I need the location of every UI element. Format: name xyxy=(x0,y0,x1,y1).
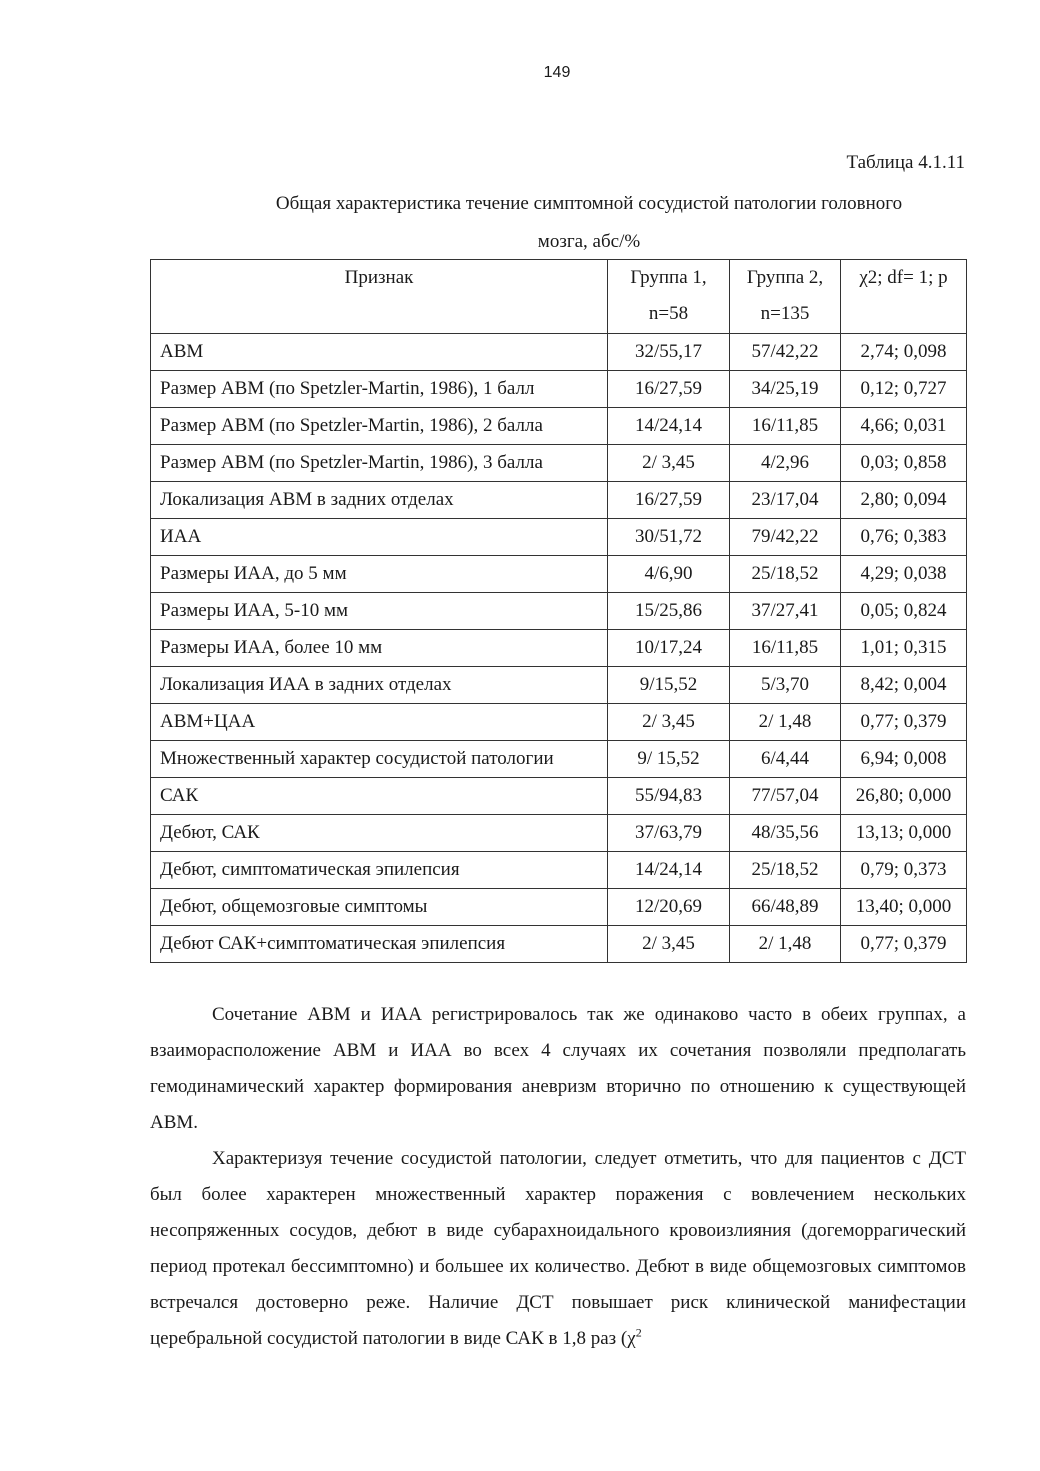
cell-stat: 0,03; 0,858 xyxy=(841,445,967,482)
table-body xyxy=(151,334,967,963)
table-row xyxy=(151,334,967,371)
table-row xyxy=(151,889,967,926)
cell-stat: 0,79; 0,373 xyxy=(841,852,967,889)
cell-feature: САК xyxy=(151,778,608,815)
cell-group-2: 77/57,04 xyxy=(730,778,841,815)
header-group-2 xyxy=(730,260,841,334)
table-row xyxy=(151,815,967,852)
header-stat: χ2; df= 1; p xyxy=(841,260,967,334)
table-label: Таблица 4.1.11 xyxy=(846,152,965,173)
cell-group-2: 34/25,19 xyxy=(730,371,841,408)
cell-group-1: 12/20,69 xyxy=(608,889,730,926)
cell-group-1: 32/55,17 xyxy=(608,334,730,371)
table-row xyxy=(151,926,967,963)
cell-group-1: 4/6,90 xyxy=(608,556,730,593)
cell-stat: 13,40; 0,000 xyxy=(841,889,967,926)
header-feature: Признак xyxy=(151,260,608,334)
table-row xyxy=(151,704,967,741)
table-row xyxy=(151,519,967,556)
table-row xyxy=(151,778,967,815)
cell-stat: 0,77; 0,379 xyxy=(841,926,967,963)
table-header-row xyxy=(151,260,967,334)
caption-line-1: Общая характеристика течение симптомной сосудистой патологии головного xyxy=(275,193,903,214)
cell-group-1: 14/24,14 xyxy=(608,408,730,445)
cell-group-1: 2/ 3,45 xyxy=(608,445,730,482)
cell-stat: 0,05; 0,824 xyxy=(841,593,967,630)
caption-line-2: мозга, абс/% xyxy=(537,231,641,252)
cell-group-2: 37/27,41 xyxy=(730,593,841,630)
cell-group-1: 30/51,72 xyxy=(608,519,730,556)
cell-group-1: 2/ 3,45 xyxy=(608,926,730,963)
cell-stat: 2,74; 0,098 xyxy=(841,334,967,371)
table-row xyxy=(151,482,967,519)
cell-group-2: 48/35,56 xyxy=(730,815,841,852)
cell-group-2: 57/42,22 xyxy=(730,334,841,371)
cell-feature: Размеры ИАА, более 10 мм xyxy=(151,630,608,667)
cell-stat: 2,80; 0,094 xyxy=(841,482,967,519)
cell-group-2: 4/2,96 xyxy=(730,445,841,482)
paragraph-2-text: Характеризуя течение сосудистой патологии, следует отметить, что для пациентов с ДСТ был более характерен множественный характер поражения с вовлечением нескольких несопряженных сосудов, дебют в виде субарахноидального кровоизлияния (догеморрагический период протекал бессимптомно) и большее их количество. Дебют в виде общемозговых симптомов встречался достоверно реже. Наличие ДСТ повышает риск клинической манифестации церебральной сосудистой патологии в виде САК в 1,8 раз (χ xyxy=(150,1148,966,1349)
cell-group-1: 16/27,59 xyxy=(608,371,730,408)
cell-feature: ИАА xyxy=(151,519,608,556)
cell-feature: Размер АВМ (по Spetzler-Martin, 1986), 1 балл xyxy=(151,371,608,408)
cell-group-1: 14/24,14 xyxy=(608,852,730,889)
table-row xyxy=(151,741,967,778)
cell-feature: Дебют САК+симптоматическая эпилепсия xyxy=(151,926,608,963)
cell-group-2: 16/11,85 xyxy=(730,630,841,667)
cell-group-2: 5/3,70 xyxy=(730,667,841,704)
table-row xyxy=(151,371,967,408)
cell-group-2: 66/48,89 xyxy=(730,889,841,926)
cell-feature: Размер АВМ (по Spetzler-Martin, 1986), 2 балла xyxy=(151,408,608,445)
cell-group-1: 2/ 3,45 xyxy=(608,704,730,741)
cell-group-1: 15/25,86 xyxy=(608,593,730,630)
cell-group-1: 55/94,83 xyxy=(608,778,730,815)
table-row xyxy=(151,667,967,704)
header-group-2-line-1: Группа 2, xyxy=(746,267,824,288)
body-text xyxy=(150,997,966,1357)
cell-stat: 0,76; 0,383 xyxy=(841,519,967,556)
cell-stat: 4,66; 0,031 xyxy=(841,408,967,445)
paragraph-1: Сочетание АВМ и ИАА регистрировалось так же одинаково часто в обеих группах, а взаиморасположение АВМ и ИАА во всех 4 случаях их сочетания позволяли предполагать гемодинамический характер формирования аневризм вторично по отношению к существующей АВМ. xyxy=(150,1004,966,1133)
table-row xyxy=(151,408,967,445)
cell-group-2: 2/ 1,48 xyxy=(730,704,841,741)
cell-feature: Размер АВМ (по Spetzler-Martin, 1986), 3 балла xyxy=(151,445,608,482)
table-row xyxy=(151,852,967,889)
cell-group-1: 10/17,24 xyxy=(608,630,730,667)
cell-feature: Дебют, общемозговые симптомы xyxy=(151,889,608,926)
page-number: 149 xyxy=(543,64,571,81)
cell-group-2: 2/ 1,48 xyxy=(730,926,841,963)
table-row xyxy=(151,445,967,482)
header-group-1-line-2: n=58 xyxy=(648,303,689,324)
cell-stat: 26,80; 0,000 xyxy=(841,778,967,815)
cell-group-2: 23/17,04 xyxy=(730,482,841,519)
cell-group-2: 25/18,52 xyxy=(730,556,841,593)
cell-feature: Локализация ИАА в задних отделах xyxy=(151,667,608,704)
cell-feature: АВМ+ЦАА xyxy=(151,704,608,741)
cell-stat: 8,42; 0,004 xyxy=(841,667,967,704)
cell-feature: Дебют, САК xyxy=(151,815,608,852)
cell-group-2: 6/4,44 xyxy=(730,741,841,778)
cell-stat: 6,94; 0,008 xyxy=(841,741,967,778)
header-group-1 xyxy=(608,260,730,334)
header-group-1-line-1: Группа 1, xyxy=(630,267,707,288)
table-row xyxy=(151,593,967,630)
cell-feature: Множественный характер сосудистой патологии xyxy=(151,741,608,778)
cell-group-1: 9/ 15,52 xyxy=(608,741,730,778)
cell-feature: Размеры ИАА, до 5 мм xyxy=(151,556,608,593)
cell-group-1: 37/63,79 xyxy=(608,815,730,852)
cell-group-2: 16/11,85 xyxy=(730,408,841,445)
cell-feature: Дебют, симптоматическая эпилепсия xyxy=(151,852,608,889)
table-caption xyxy=(150,185,1028,261)
cell-feature: Размеры ИАА, 5-10 мм xyxy=(151,593,608,630)
cell-stat: 13,13; 0,000 xyxy=(841,815,967,852)
table-row xyxy=(151,630,967,667)
data-table xyxy=(150,259,967,963)
cell-feature: Локализация АВМ в задних отделах xyxy=(151,482,608,519)
paragraph-2 xyxy=(150,1141,966,1357)
cell-group-2: 79/42,22 xyxy=(730,519,841,556)
cell-stat: 0,12; 0,727 xyxy=(841,371,967,408)
cell-stat: 0,77; 0,379 xyxy=(841,704,967,741)
cell-stat: 1,01; 0,315 xyxy=(841,630,967,667)
cell-stat: 4,29; 0,038 xyxy=(841,556,967,593)
header-group-2-line-2: n=135 xyxy=(760,303,810,324)
cell-group-1: 16/27,59 xyxy=(608,482,730,519)
cell-feature: АВМ xyxy=(151,334,608,371)
table-row xyxy=(151,556,967,593)
cell-group-1: 9/15,52 xyxy=(608,667,730,704)
paragraph-2-superscript: 2 xyxy=(635,1325,642,1340)
cell-group-2: 25/18,52 xyxy=(730,852,841,889)
